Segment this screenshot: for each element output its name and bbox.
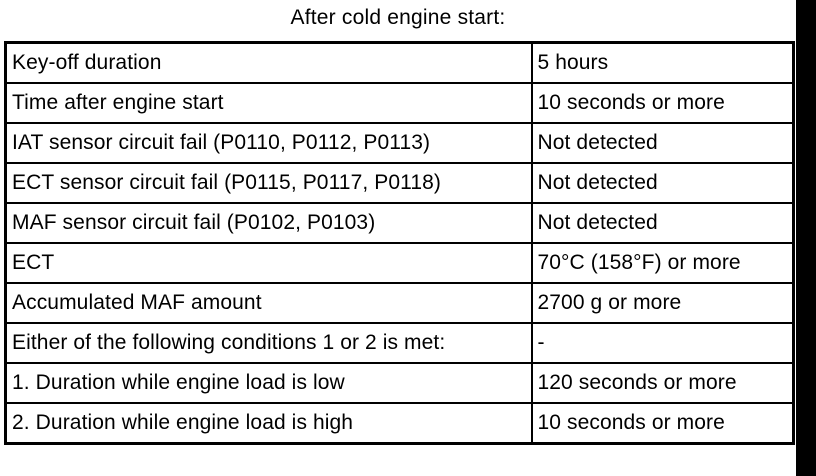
table-row bbox=[6, 403, 794, 444]
condition-cell: Accumulated MAF amount bbox=[6, 283, 532, 323]
condition-cell: Time after engine start bbox=[6, 83, 532, 123]
condition-cell: IAT sensor circuit fail (P0110, P0112, P0113) bbox=[6, 123, 532, 163]
conditions-table bbox=[4, 41, 795, 445]
table-row bbox=[6, 43, 794, 84]
condition-cell: Either of the following conditions 1 or 2 is met: bbox=[6, 323, 532, 363]
value-cell: 10 seconds or more bbox=[532, 83, 794, 123]
table-caption: After cold engine start: bbox=[290, 6, 506, 29]
value-cell: Not detected bbox=[532, 203, 794, 243]
value-cell: 10 seconds or more bbox=[532, 403, 794, 444]
table-row bbox=[6, 203, 794, 243]
table-row bbox=[6, 243, 794, 283]
value-cell: 5 hours bbox=[532, 43, 794, 84]
value-cell: - bbox=[532, 323, 794, 363]
value-cell: 70°C (158°F) or more bbox=[532, 243, 794, 283]
condition-cell: ECT bbox=[6, 243, 532, 283]
value-cell: 2700 g or more bbox=[532, 283, 794, 323]
table-row bbox=[6, 363, 794, 403]
table-row bbox=[6, 323, 794, 363]
right-edge-bar bbox=[796, 0, 816, 476]
value-cell: 120 seconds or more bbox=[532, 363, 794, 403]
table-row bbox=[6, 123, 794, 163]
value-cell: Not detected bbox=[532, 123, 794, 163]
condition-cell: MAF sensor circuit fail (P0102, P0103) bbox=[6, 203, 532, 243]
condition-cell: 1. Duration while engine load is low bbox=[6, 363, 532, 403]
condition-cell: ECT sensor circuit fail (P0115, P0117, P0118) bbox=[6, 163, 532, 203]
table-row bbox=[6, 83, 794, 123]
value-cell: Not detected bbox=[532, 163, 794, 203]
table-row bbox=[6, 163, 794, 203]
condition-cell: Key-off duration bbox=[6, 43, 532, 84]
table-row bbox=[6, 283, 794, 323]
condition-cell: 2. Duration while engine load is high bbox=[6, 403, 532, 444]
